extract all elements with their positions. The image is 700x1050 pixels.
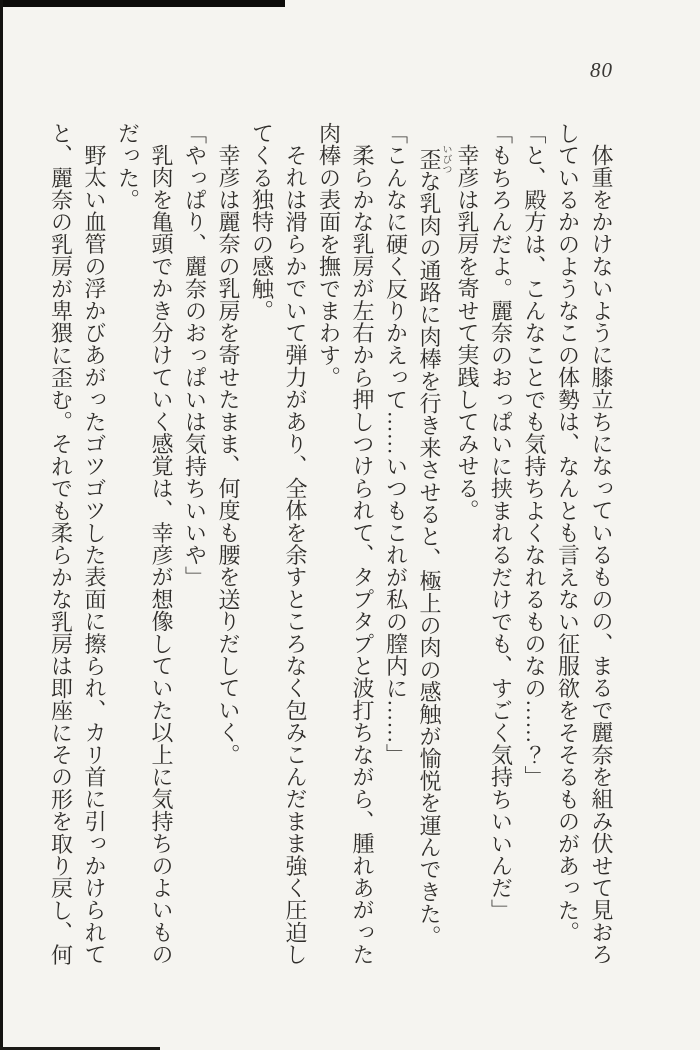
text-line: しているかのようなこの体勢は、なんとも言えない征服欲をそそるものがあった。 (555, 122, 581, 944)
text-line: 「やっぱり、麗奈のおっぱいは気持ちいいや」 (182, 122, 208, 589)
text-line: だった。 (115, 122, 141, 211)
text-line: 「こんなに硬く反りかえって……いつもこれが私の膣内に……」 (383, 122, 409, 766)
text-line: 「と、殿方は、こんなことでも気持ちよくなれるものなの……？」 (522, 122, 547, 788)
text-line: と、麗奈の乳房が卑猥に歪む。それでも柔らかな乳房は即座にその形を取り戻し、何 (48, 122, 74, 966)
text-line: 柔らかな乳房が左右から押しつけられて、タプタプと波打ちながら、腫れあがった (350, 144, 375, 966)
text-line: 幸彦は乳房を寄せて実践してみせる。 (455, 144, 480, 522)
scan-border-left (0, 0, 3, 1050)
text-line: 「もちろんだよ。麗奈のおっぱいに挟まれるだけでも、すごく気持ちいいんだ」 (488, 122, 514, 922)
text-line: 乳肉を亀頭でかき分けていく感覚は、幸彦が想像していた以上に気持ちのよいもの (149, 144, 174, 966)
scan-border-top (0, 0, 285, 7)
text-line: てくる独特の感触。 (249, 122, 275, 322)
text-body (44, 122, 618, 967)
text-line: 幸彦は麗奈の乳房を寄せたまま、何度も腰を送りだしていく。 (216, 144, 241, 766)
text-line: 肉棒の表面を撫でまわす。 (316, 122, 342, 389)
text-line: 歪いびつな乳肉の通路に肉棒を行き来させると、極上の肉の感触が愉悦を運んできた。 (417, 144, 451, 948)
text-line: 野太い血管の浮かびあがったゴツゴツした表面に擦られ、カリ首に引っかけられて (82, 144, 107, 966)
ruby-annotated-word: 歪いびつ (417, 144, 451, 174)
page-number: 80 (590, 58, 613, 82)
text-line: 体重をかけないように膝立ちになっているものの、まるで麗奈を組み伏せて見おろ (589, 144, 614, 966)
text-line: それは滑らかでいて弾力があり、全体を余すところなく包みこんだまま強く圧迫し (283, 144, 308, 966)
